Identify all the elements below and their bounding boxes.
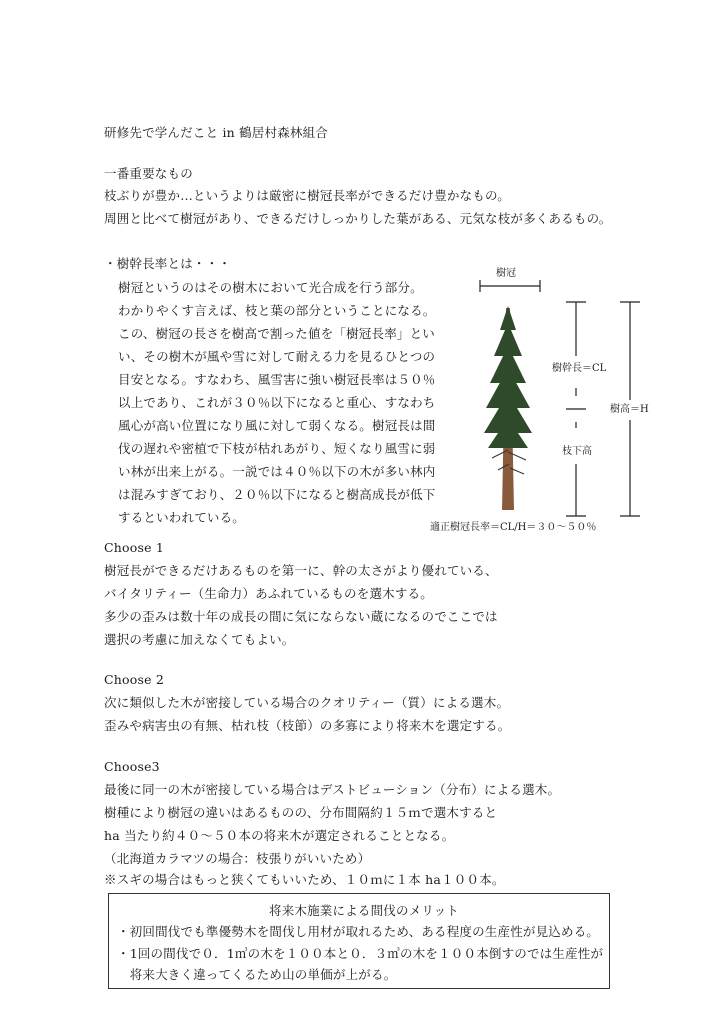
choose1-line-4: 選択の考慮に加えなくてもよい。 (104, 632, 295, 647)
important-line-1: 枝ぶりが豊か…というよりは厳密に樹冠長率ができるだけ豊かなもの。 (104, 188, 510, 203)
choose1-line-2: バイタリティー（生命力）あふれているものを選木する。 (104, 586, 433, 601)
page-title: 研修先で学んだこと in 鶴居村森林組合 (104, 125, 328, 140)
important-line-2: 周囲と比べて樹冠があり、できるだけしっかりした葉がある、元気な枝が多くあるもの。 (104, 211, 612, 226)
choose1-heading: Choose 1 (104, 540, 165, 555)
h-label: 樹高＝H (610, 404, 649, 415)
crown-ratio-line-9: い林が出来上がる。一説では４０％以下の木が多い林内 (118, 464, 436, 479)
choose3-line-4: （北海道カラマツの場合：枝張りがいいため） (104, 851, 371, 866)
crown-width-marker (480, 280, 540, 292)
choose3-line-5: ※スギの場合はもっと狭くてもいいため、１０ｍに１本 ha１００本。 (104, 872, 505, 887)
crown-ratio-line-6: 以上であり、これが３０％以下になると重心、すなわち (118, 395, 436, 410)
crown-label: 樹冠 (496, 268, 516, 279)
crown-ratio-line-8: 伐の遅れや密植で下枝が枯れあがり、短くなり風雪に弱 (118, 441, 436, 456)
cl-marker (566, 302, 586, 516)
tree-canopy (484, 306, 532, 448)
choose1-line-1: 樹冠長ができるだけあるものを第一に、幹の太さがより優れている、 (104, 563, 498, 578)
merit-title: 将来木施業による間伐のメリット (269, 903, 460, 918)
merit-line-1: ・初回間伐でも準優勢木を間伐し用材が取れるため、ある程度の生産性が見込める。 (117, 924, 600, 939)
crown-ratio-line-3: この、樹冠の長さを樹高で割った値を「樹冠長率」とい (118, 326, 436, 341)
important-heading: 一番重要なもの (104, 166, 193, 181)
crown-ratio-heading: ・樹幹長率とは・・・ (104, 256, 232, 271)
crown-ratio-line-11: するといわれている。 (118, 510, 246, 525)
crown-ratio-line-7: 風心が高い位置になり風に対して弱くなる。樹冠長は間 (118, 418, 436, 433)
crown-ratio-line-2: わかりやくす言えば、枝と葉の部分ということになる。 (118, 303, 436, 318)
formula-label: 適正樹冠長率＝CL/H＝３０～５０％ (430, 522, 597, 533)
tree-diagram (470, 268, 660, 524)
choose3-heading: Choose3 (104, 759, 160, 774)
choose1-line-3: 多少の歪みは数十年の成長の間に気にならない蔵になるのでここでは (104, 609, 498, 624)
merit-line-2: ・1回の間伐で０．1㎥の木を１００本と０．３㎥の木を１００本倒すのでは生産性が (117, 946, 604, 961)
crown-ratio-line-1: 樹冠というのはその樹木において光合成を行う部分。 (118, 280, 423, 295)
choose2-line-1: 次に類似した木が密接している場合のクオリティー（質）による選木。 (104, 695, 510, 710)
cl-label: 樹幹長＝CL (552, 363, 607, 374)
crown-ratio-line-5: 目安となる。すなわち、風雪害に強い樹冠長率は５０％ (118, 372, 436, 387)
choose3-line-2: 樹種により樹冠の違いはあるものの、分布間隔約１５ｍで選木すると (104, 805, 498, 820)
lower-height-label: 枝下高 (562, 446, 592, 457)
choose3-line-3: ha 当たり約４０～５０本の将来木が選定されることとなる。 (104, 828, 455, 843)
merit-box (108, 893, 610, 989)
crown-ratio-line-4: い、その樹木が風や雪に対して耐える力を見るひとつの (118, 349, 436, 364)
choose2-line-2: 歪みや病害虫の有無、枯れ枝（枝節）の多寡により将来木を選定する。 (104, 718, 511, 733)
choose2-heading: Choose 2 (104, 672, 165, 687)
merit-line-3: 将来大きく違ってくるため山の単価が上がる。 (117, 967, 397, 982)
choose3-line-1: 最後に同一の木が密接している場合はデストビューション（分布）による選木。 (104, 782, 561, 797)
crown-ratio-line-10: は混みすぎており、２０％以下になると樹高成長が低下 (118, 487, 436, 502)
